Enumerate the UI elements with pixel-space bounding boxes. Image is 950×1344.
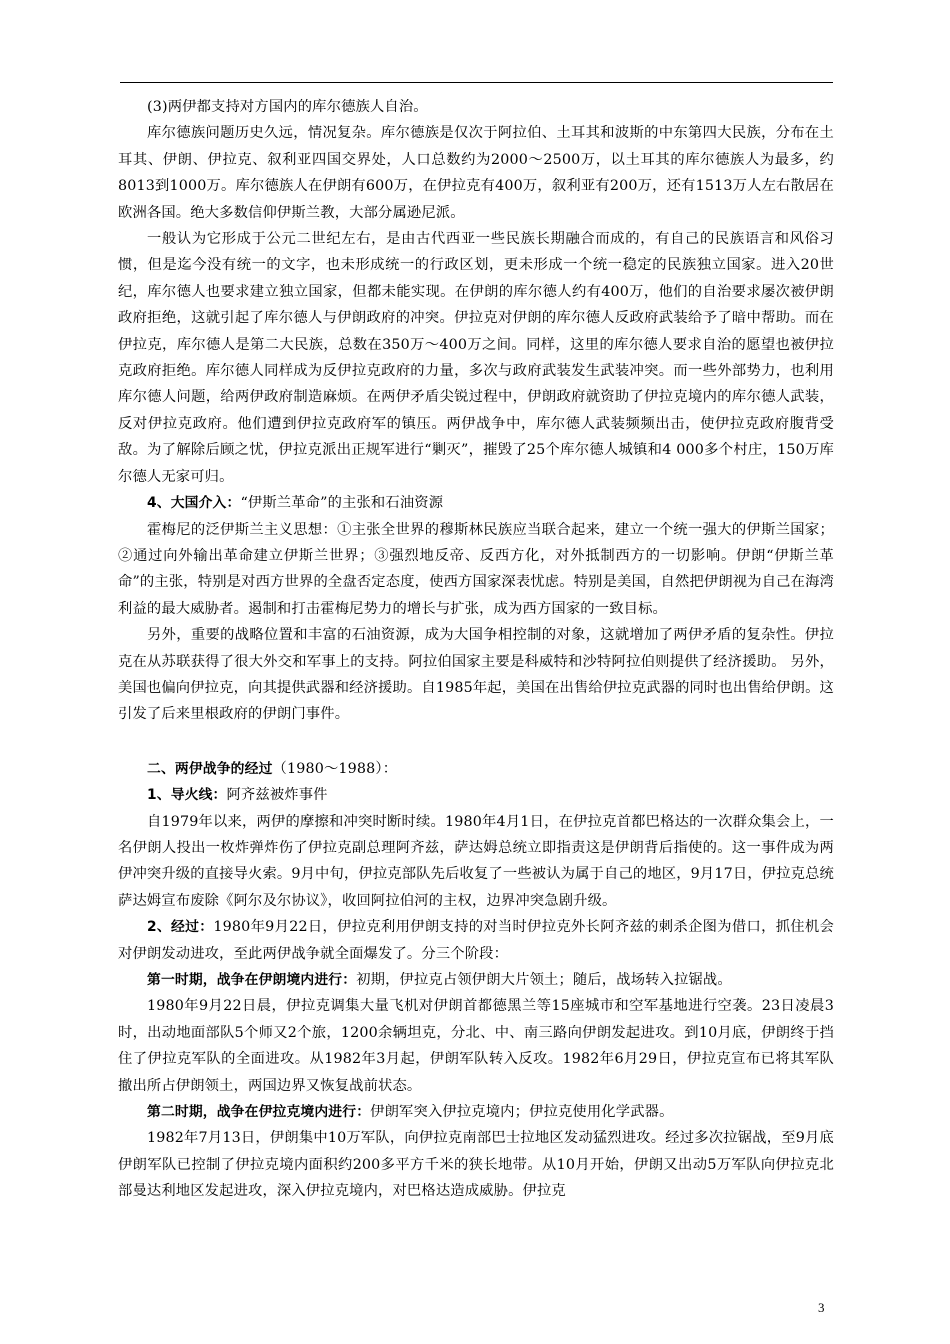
paragraph: 另外，重要的战略位置和丰富的石油资源，成为大国争相控制的对象，这就增加了两伊矛盾的复杂性。伊拉克在从苏联获得了很大外交和军事上的支持。阿拉伯国家主要是科威特和沙特阿拉伯则提供了经济援助。 另外，美国也偏向伊拉克，向其提供武器和经济援助。自1985年起，美国在出售给伊拉克武器的同时也出售给伊朗。这引发了后来里根政府的伊朗门事件。 (118, 627, 834, 723)
paragraph: 一般认为它形成于公元二世纪左右，是由古代西亚一些民族长期融合而成的，有自己的民族语言和风俗习惯，但是迄今没有统一的文字，也未形成统一的行政区划，更未形成一个统一稳定的民族独立国家。进入20世纪，库尔德人也要求建立独立国家，但都未能实现。在伊朗的库尔德人约有400万，他们的自治要求屡次被伊朗政府拒绝，这就引起了库尔德人与伊朗政府的冲突。伊拉克对伊朗的库尔德人反政府武装给予了暗中帮助。而在伊拉克，库尔德人是第二大民族，总数在350万～400万之间。同样，这里的库尔德人要求自治的愿望也被伊拉克政府拒绝。库尔德人同样成为反伊拉克政府的力量，多次与政府武装发生武装冲突。而一些外部势力，也利用库尔德人问题，给两伊政府制造麻烦。在两伊矛盾尖锐过程中，伊朗政府就资助了伊拉克境内的库尔德人武装，反对伊拉克政府。他们遭到伊拉克政府军的镇压。两伊战争中，库尔德人武装频频出击，使伊拉克政府腹背受敌。为了解除后顾之忧，伊拉克派出正规军进行“剿灭”，摧毁了25个库尔德人城镇和4 000多个村庄，150万库尔德人无家可归。 (118, 231, 834, 485)
section-heading: 4、大国介入：“伊斯兰革命”的主张和石油资源 (147, 495, 444, 512)
document-body (118, 94, 834, 1205)
paragraph: 霍梅尼的泛伊斯兰主义思想：①主张全世界的穆斯林民族应当联合起来，建立一个统一强大的伊斯兰国家；②通过向外输出革命建立伊斯兰世界；③强烈地反帝、反西方化，对外抵制西方的一切影响。伊朗“伊斯兰革命”的主张，特别是对西方世界的全盘否定态度，使西方国家深表忧虑。特别是美国，自然把伊朗视为自己在海湾利益的最大威胁者。遏制和打击霍梅尼势力的增长与扩张，成为西方国家的一致目标。 (118, 521, 834, 617)
paragraph: 2、经过：1980年9月22日，伊拉克利用伊朗支持的对当时伊拉克外长阿齐兹的刺杀企图为借口，抓住机会对伊朗发动进攻，至此两伊战争就全面爆发了。分三个阶段： (118, 919, 834, 962)
blank-line (118, 728, 834, 756)
paragraph: (3)两伊都支持对方国内的库尔德族人自治。 (147, 99, 428, 115)
subsection-heading: 1、导火线：阿齐兹被炸事件 (147, 787, 328, 804)
paragraph: 自1979年以来，两伊的摩擦和冲突时断时续。1980年4月1日，在伊拉克首都巴格达的一次群众集会上，一名伊朗人投出一枚炸弹炸伤了伊拉克副总理阿齐兹，萨达姆总统立即指责这是伊朗背后指使的。这一事件成为两伊冲突升级的直接导火索。9月中旬，伊拉克部队先后收复了一些被认为属于自己的地区，9月17日，伊拉克总统萨达姆宣布废除《阿尔及尔协议》，收回阿拉伯河的主权，边界冲突急剧升级。 (118, 813, 834, 909)
section-heading: 二、两伊战争的经过（1980～1988）： (147, 760, 398, 777)
paragraph: 1982年7月13日，伊朗集中10万军队，向伊拉克南部巴士拉地区发动猛烈进攻。经过多次拉锯战，至9月底伊朗军队已控制了伊拉克境内面积约200多平方千米的狭长地带。从10月开始，伊朗又出动5万军队向伊拉克北部曼达利地区发起进攻，深入伊拉克境内，对巴格达造成威胁。伊拉克 (118, 1130, 834, 1200)
paragraph: 库尔德族问题历史久远，情况复杂。库尔德族是仅次于阿拉伯、土耳其和波斯的中东第四大民族，分布在土耳其、伊朗、伊拉克、叙利亚四国交界处，人口总数约为2000～2500万，以土耳其的库尔德族人为最多，约8013到1000万。库尔德族人在伊朗有600万，在伊拉克有400万，叙利亚有200万，还有1513万人左右散居在欧洲各国。绝大多数信仰伊斯兰教，大部分属逊尼派。 (118, 125, 834, 221)
paragraph: 第一时期，战争在伊朗境内进行：初期，伊拉克占领伊朗大片领土；随后，战场转入拉锯战。 (147, 972, 732, 988)
page-number: 3 (818, 1300, 825, 1315)
paragraph: 第二时期，战争在伊拉克境内进行：伊朗军突入伊拉克境内；伊拉克使用化学武器。 (147, 1104, 674, 1121)
header-rule (120, 82, 833, 83)
paragraph: 1980年9月22日晨，伊拉克调集大量飞机对伊朗首都德黑兰等15座城市和空军基地进行空袭。23日凌晨3时，出动地面部队5个师又2个旅，1200余辆坦克，分北、中、南三路向伊朗发起进攻。到10月底，伊朗终于挡住了伊拉克军队的全面进攻。从1982年3月起，伊朗军队转入反攻。1982年6月29日，伊拉克宣布已将其军队撤出所占伊朗领土，两国边界又恢复战前状态。 (118, 998, 834, 1094)
